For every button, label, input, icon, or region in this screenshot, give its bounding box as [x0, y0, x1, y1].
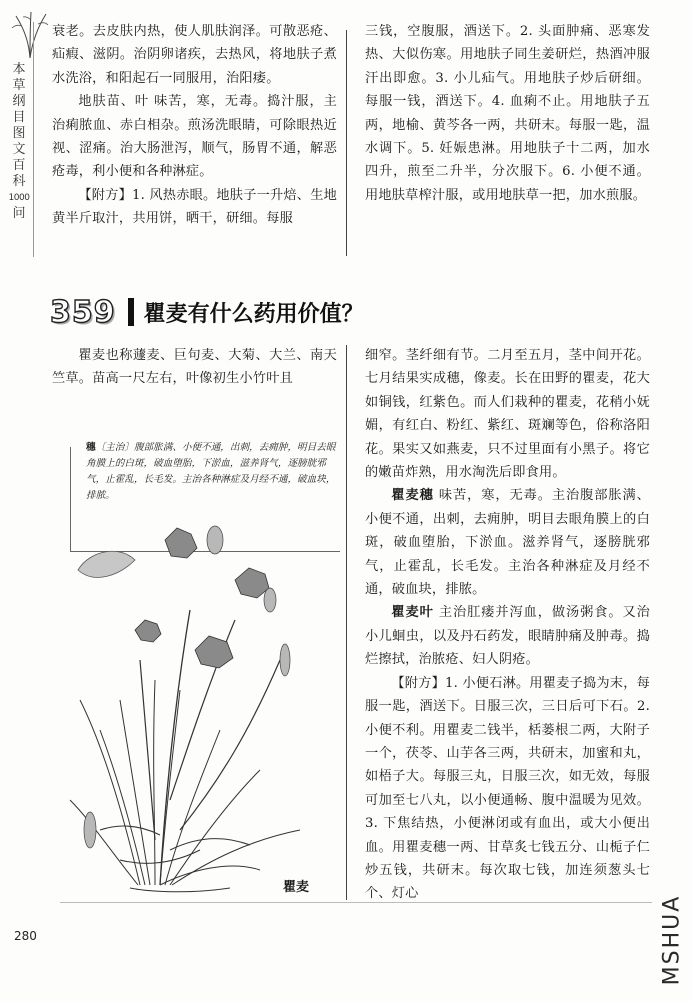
column-divider [346, 30, 347, 256]
top-left-column [52, 20, 337, 231]
intro-left-column [52, 344, 337, 391]
sprig-ornament-icon [8, 10, 52, 60]
paragraph: 衰老。去皮肤内热，使人肌肤润泽。可散恶疮、疝瘕、滋阴。治阴卵诸疾，去热风，将地肤子煮水洗浴，和阳起石一同服用，治阳痿。 [52, 24, 337, 86]
figure-caption: 瞿麦 [283, 880, 310, 895]
paragraph: 瞿麦穗 味苦，寒，无毒。主治腹部胀满、小便不通，出刺，去痈肿，明目去眼角膜上的白斑，破血堕胎，下淤血。滋养肾气，逐膀胱邪气，止霍乱，长毛发。主治各种淋症及月经不通，破血块，排脓。 [365, 488, 650, 598]
right-column [365, 344, 650, 906]
section-title: 瞿麦有什么药用价值？ [143, 301, 364, 327]
section-number: 359 [50, 294, 116, 330]
column-divider [346, 345, 347, 900]
paragraph: 瞿麦也称蘧麦、巨句麦、大菊、大兰、南天竺草。苗高一尺左右，叶像初生小竹叶且 [52, 348, 337, 387]
watermark: MSHUA [659, 894, 685, 985]
paragraph: 【附方】1. 风热赤眼。地肤子一升焙、生地黄半斤取汁，共用饼，晒干，研细。每服 [52, 187, 337, 227]
top-right-column [365, 20, 650, 207]
callout-note: 穗〔主治〕腹部胀满、小便不通，出刺，去痈肿，明目去眼角膜上的白斑，破血堕胎，下淤血，滋养肾气，逐膀胱邪气，止霍乱，长毛发。主治各种淋症及月经不通，破血块，排脓。 [86, 442, 336, 501]
page-number: 280 [14, 929, 37, 943]
dianthus-plant-illustration [60, 500, 350, 900]
paragraph: 三钱，空腹服，酒送下。2. 头面肿痛、恶寒发热、大似伤寒。用地肤子同生姜研烂，热酒冲服汗出即愈。3. 小儿疝气。用地肤子炒后研细。每服一钱，酒送下。4. 血痢不止。用地肤子五两，地榆、黄芩各一两，共研末。每服一匙，温水调下。5. 妊娠患淋。用地肤子十二两，加水四升，煎至二升半，分次服下。6. 小便不通。用地肤草榨汁服，或用地肤草一把，加水煎服。 [365, 24, 650, 203]
heading-bar [128, 298, 134, 326]
side-rule [33, 22, 34, 257]
paragraph: 瞿麦叶 主治肛瘘并泻血，做汤粥食。又治小儿蛔虫，以及丹石药发，眼睛肿痛及肿毒。捣烂擦拭，治脓疮、妇人阴疮。 [365, 605, 650, 668]
paragraph: 地肤苗、叶 味苦，寒，无毒。捣汁服，主治痢脓血、赤白相杂。煎汤洗眼睛，可除眼热近视、涩痛。治大肠泄泻，顺气，肠胃不通，解恶疮毒，利小便和各种淋症。 [52, 94, 337, 180]
section-heading [50, 292, 364, 332]
side-book-title: 本 草 纲 目 图 文 百 科 1000 问 [8, 62, 30, 221]
paragraph: 细窄。茎纤细有节。二月至五月，茎中间开花。七月结果实成穗，像麦。长在田野的瞿麦，花大如铜钱，红紫色。而人们栽种的瞿麦，花稍小妩媚，有红白、粉红、紫红、斑斓等色，俗称洛阳花。果实又如燕麦，只不过里面有小黑子。将它的嫩苗炸熟，用水淘洗后即食用。 [365, 348, 650, 481]
paragraph: 【附方】1. 小便石淋。用瞿麦子捣为末，每服一匙，酒送下。日服三次，三日后可下石。2. 小便不利。用瞿麦二钱半，栝蒌根二两，大附子一个，茯苓、山芋各三两，共研末，加蜜和丸，如梧子大。每服三丸，日服三次，如无效，每服可加至七八丸，以小便通畅、腹中温暖为见效。3. 下焦结热，小便淋闭或有血出，或大小便出血。用瞿麦穗一两、甘草炙七钱五分、山栀子仁炒五钱，共研末。每次取七钱，加连须葱头七个、灯心 [365, 675, 650, 902]
footer-rule [60, 902, 652, 903]
